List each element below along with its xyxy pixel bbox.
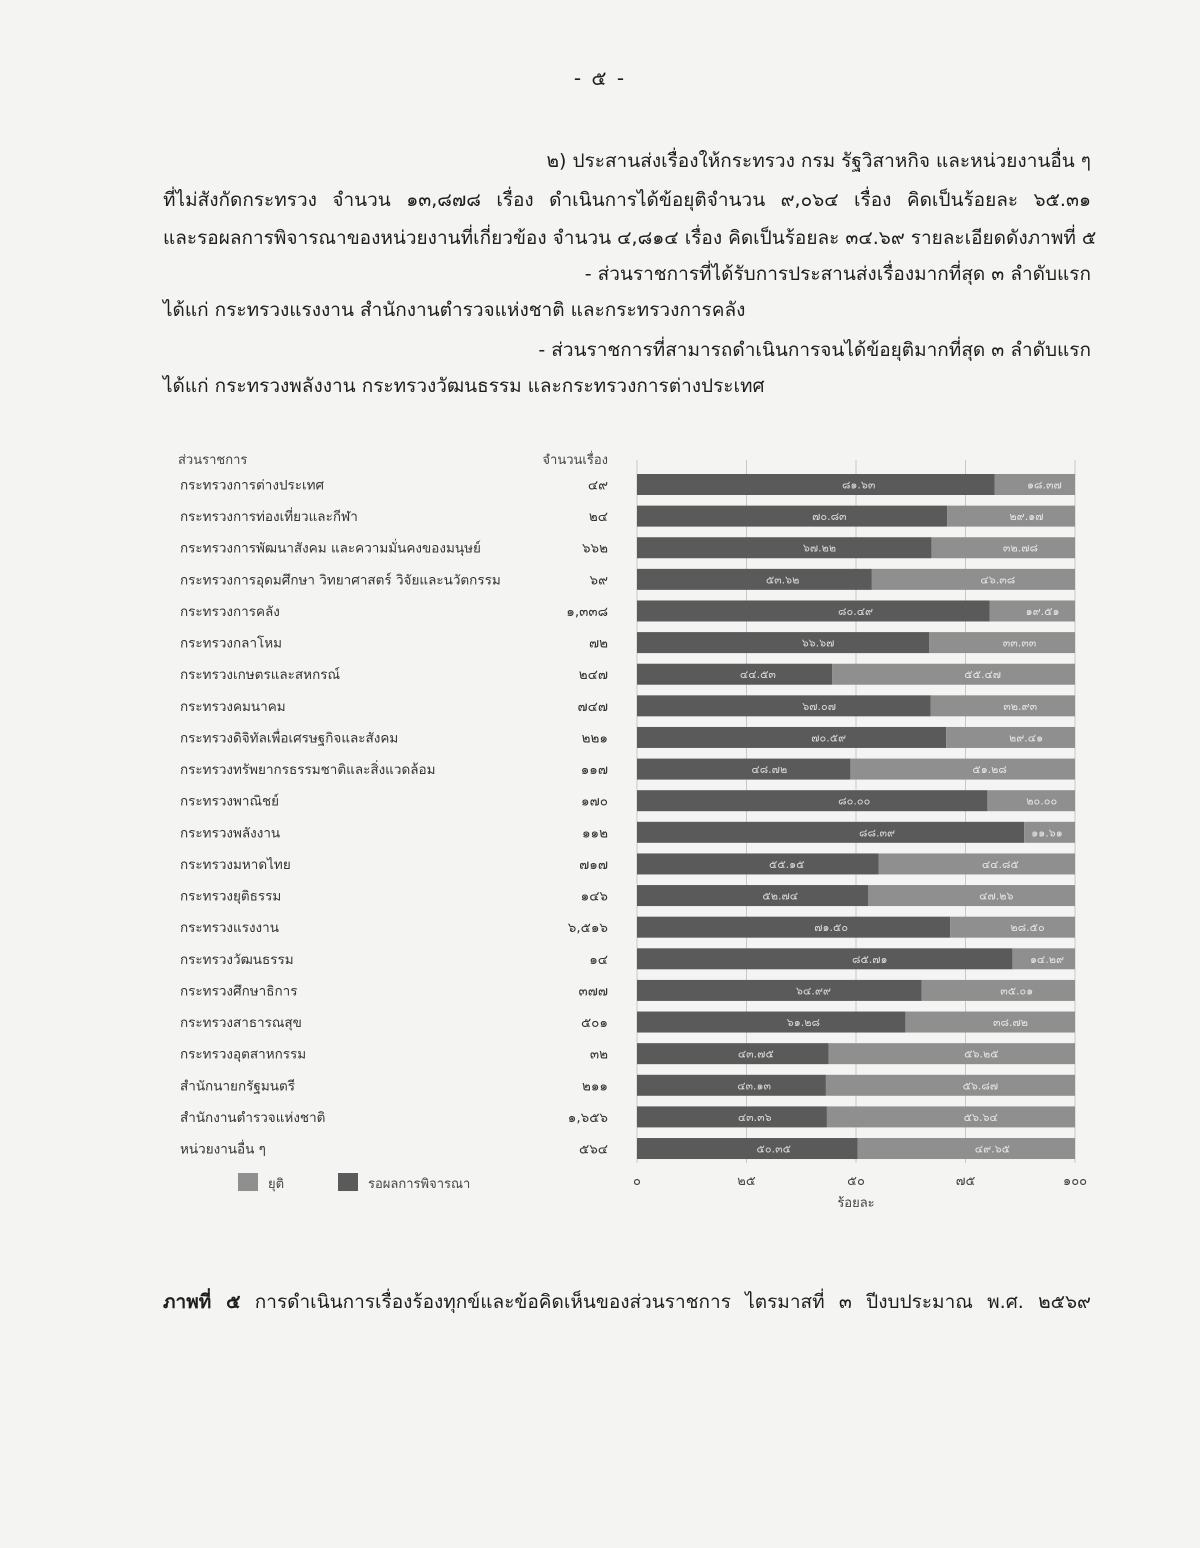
bar-resolved-label: ๗๑.๕๐ (814, 921, 849, 935)
agency-count: ๑๑๗ (580, 762, 608, 779)
x-tick-label: ๑๐๐ (1062, 1174, 1088, 1190)
bar-pending-label: ๒๙.๑๗ (1009, 510, 1044, 524)
agency-count: ๑๑๒ (581, 825, 608, 842)
agency-count: ๑๔ (589, 951, 608, 968)
bar-pending (922, 980, 1075, 1001)
bar-pending-label: ๔๙.๖๕ (974, 1142, 1010, 1156)
bar-resolved (637, 1106, 827, 1127)
agency-count: ๑,๓๓๘ (566, 603, 608, 620)
paragraph-line-6: - ส่วนราชการที่สามารถดำเนินการจนได้ข้อยุติมากที่สุด ๓ ลำดับแรก (538, 339, 1091, 361)
agency-label: กระทรวงการท่องเที่ยวและกีฬา (180, 509, 358, 526)
page-number: - ๕ - (573, 66, 627, 90)
agency-count: ๑๔๖ (580, 888, 608, 905)
bar-pending-label: ๑๘.๓๗ (1027, 478, 1062, 492)
caption-label: ภาพที่ ๕ (163, 1291, 241, 1313)
bar-resolved (637, 569, 872, 590)
bar-pending-label: ๕๖.๘๗ (962, 1079, 999, 1093)
bar-resolved (637, 759, 850, 780)
paragraph-line-7: ได้แก่ กระทรวงพลังงาน กระทรวงวัฒนธรรม และกระทรวงการต่างประเทศ (163, 375, 765, 397)
bar-resolved-label: ๕๕.๑๕ (769, 857, 805, 871)
column-header-count: จำนวนเรื่อง (542, 453, 608, 468)
x-tick-label: ๗๕ (955, 1174, 976, 1190)
bar-pending (905, 1012, 1075, 1033)
agency-count: ๖๖๒ (581, 540, 608, 557)
agency-label: สำนักงานตำรวจแห่งชาติ (180, 1109, 326, 1126)
agency-count: ๗๒ (588, 635, 608, 652)
legend-label-pending: รอผลการพิจารณา (368, 1177, 471, 1193)
bar-pending-label: ๒๙.๔๑ (1008, 731, 1044, 745)
bar-resolved (637, 1075, 826, 1096)
bar-resolved-label: ๔๓.๑๓ (737, 1079, 772, 1093)
bar-resolved (637, 917, 950, 938)
agency-count: ๓๒ (589, 1046, 608, 1063)
agency-count: ๓๗๗ (578, 983, 608, 1000)
paragraph-line-5: ได้แก่ กระทรวงแรงงาน สำนักงานตำรวจแห่งชาติ และกระทรวงการคลัง (163, 299, 746, 321)
legend-label-resolved: ยุติ (268, 1177, 285, 1193)
bar-resolved (637, 790, 987, 811)
bar-pending-label: ๕๖.๒๕ (964, 1047, 999, 1061)
bar-resolved-label: ๖๔.๙๙ (796, 984, 831, 998)
agency-label: กระทรวงทรัพยากรธรรมชาติและสิ่งแวดล้อม (180, 762, 436, 779)
agency-label: กระทรวงวัฒนธรรม (180, 951, 294, 968)
bar-resolved-label: ๖๖.๖๗ (801, 636, 835, 650)
bar-resolved-label: ๖๗.๒๒ (802, 541, 837, 555)
x-tick-label: ๐ (633, 1174, 641, 1190)
bar-resolved-label: ๕๓.๖๒ (765, 573, 800, 587)
agency-count: ๑,๖๕๖ (567, 1109, 608, 1126)
agency-label: กระทรวงพาณิชย์ (180, 793, 280, 810)
bar-pending (829, 1043, 1075, 1064)
agency-label: กระทรวงการคลัง (180, 603, 280, 620)
agency-count: ๒๑๑ (581, 1078, 608, 1095)
bar-resolved-label: ๔๘.๗๒ (751, 763, 788, 777)
bar-pending-label: ๓๒.๙๓ (1003, 699, 1038, 713)
agency-label: กระทรวงการต่างประเทศ (180, 477, 325, 494)
bar-pending (826, 1075, 1075, 1096)
bar-resolved (637, 948, 1012, 969)
bar-pending (850, 759, 1075, 780)
agency-label: กระทรวงเกษตรและสหกรณ์ (180, 667, 341, 684)
x-axis-label: ร้อยละ (837, 1196, 875, 1212)
bar-pending-label: ๓๘.๗๒ (993, 1016, 1029, 1030)
agency-label: กระทรวงการอุดมศึกษา วิทยาศาสตร์ วิจัยและนวัตกรรม (180, 572, 501, 589)
bar-resolved (637, 600, 990, 621)
agency-label: กระทรวงสาธารณสุข (180, 1015, 302, 1032)
bar-pending (868, 885, 1075, 906)
bar-resolved (637, 695, 931, 716)
bar-pending (872, 569, 1075, 590)
legend-swatch-resolved (238, 1173, 258, 1191)
bar-resolved-label: ๗๐.๕๙ (811, 731, 847, 745)
agency-label: กระทรวงแรงงาน (180, 920, 279, 937)
paragraph-line-1: ๒) ประสานส่งเรื่องให้กระทรวง กรม รัฐวิสาหกิจ และหน่วยงานอื่น ๆ (546, 150, 1091, 172)
agency-count: ๖,๕๑๖ (567, 920, 608, 937)
bar-resolved (637, 885, 868, 906)
legend-swatch-pending (338, 1173, 358, 1191)
bar-pending (858, 1138, 1075, 1159)
agency-label: กระทรวงมหาดไทย (180, 856, 291, 873)
x-tick-label: ๕๐ (847, 1174, 865, 1190)
agency-count: ๗๑๗ (579, 856, 608, 873)
paragraph-line-2: ที่ไม่สังกัดกระทรวง จำนวน ๑๓,๘๗๘ เรื่อง ดำเนินการได้ข้อยุติจำนวน ๙,๐๖๔ เรื่อง คิดเป็นร้อยละ ๖๕.๓๑ (163, 189, 1091, 211)
bar-pending-label: ๓๕.๐๑ (1000, 984, 1034, 998)
bar-resolved (637, 980, 922, 1001)
bar-resolved (637, 506, 947, 527)
bar-pending-label: ๒๘.๕๐ (1010, 921, 1045, 935)
agency-count: ๖๙ (589, 572, 608, 589)
bar-pending-label: ๕๑.๒๘ (972, 763, 1007, 777)
bar-resolved (637, 474, 995, 495)
bar-pending-label: ๕๖.๖๔ (963, 1110, 998, 1124)
bar-pending (832, 664, 1075, 685)
bar-pending-label: ๒๐.๐๐ (1026, 794, 1058, 808)
bar-resolved-label: ๔๓.๗๕ (737, 1047, 774, 1061)
bar-resolved-label: ๘๘.๓๙ (859, 826, 896, 840)
bar-resolved (637, 853, 879, 874)
agency-label: หน่วยงานอื่น ๆ (180, 1141, 266, 1158)
bar-resolved (637, 822, 1024, 843)
bar-resolved-label: ๘๕.๗๑ (851, 952, 888, 966)
bar-resolved (637, 727, 946, 748)
agency-label: สำนักนายกรัฐมนตรี (180, 1078, 295, 1095)
bar-resolved-label: ๘๐.๐๐ (838, 794, 871, 808)
agency-label: กระทรวงยุติธรรม (180, 888, 282, 905)
bar-pending (879, 853, 1075, 874)
agency-count: ๗๔๗ (577, 698, 608, 715)
agency-count: ๔๙ (587, 477, 608, 494)
bar-resolved-label: ๔๔.๕๓ (739, 668, 776, 682)
agency-label: กระทรวงดิจิทัลเพื่อเศรษฐกิจและสังคม (180, 730, 399, 747)
figure-caption (163, 1290, 1091, 1314)
bar-resolved (637, 632, 929, 653)
agency-count: ๒๔ (588, 509, 608, 526)
bar-resolved-label: ๖๗.๐๗ (802, 699, 837, 713)
bar-pending-label: ๔๔.๘๕ (981, 857, 1019, 871)
bar-resolved (637, 537, 931, 558)
chart-legend (238, 1173, 470, 1192)
paragraph-line-4: - ส่วนราชการที่ได้รับการประสานส่งเรื่องมากที่สุด ๓ ลำดับแรก (584, 263, 1091, 285)
bar-resolved-label: ๔๓.๓๖ (737, 1110, 772, 1124)
bar-resolved-label: ๕๒.๗๔ (762, 889, 799, 903)
agency-label: กระทรวงกลาโหม (180, 635, 283, 652)
bar-pending-label: ๑๔.๒๙ (1029, 952, 1065, 966)
agency-count: ๑๗๐ (581, 793, 608, 810)
agency-label: กระทรวงการพัฒนาสังคม และความมั่นคงของมนุษย์ (180, 540, 481, 557)
agency-count: ๒๔๗ (578, 667, 608, 684)
bar-pending-label: ๔๖.๓๘ (980, 573, 1016, 587)
bar-resolved-label: ๗๐.๘๓ (812, 510, 847, 524)
bar-resolved (637, 1043, 829, 1064)
bar-resolved-label: ๕๐.๓๕ (756, 1142, 791, 1156)
agency-count: ๕๖๔ (578, 1141, 608, 1158)
bar-resolved (637, 664, 832, 685)
agency-label: กระทรวงอุตสาหกรรม (180, 1046, 307, 1063)
agency-label: กระทรวงคมนาคม (180, 698, 286, 715)
agency-count: ๒๒๑ (581, 730, 608, 747)
bar-pending (827, 1106, 1075, 1127)
agency-count: ๕๐๑ (580, 1015, 608, 1032)
bar-pending-label: ๔๗.๒๖ (979, 889, 1014, 903)
caption-text: การดำเนินการเรื่องร้องทุกข์และข้อคิดเห็นของส่วนราชการ ไตรมาสที่ ๓ ปีงบประมาณ พ.ศ. ๒๕๖๙ (240, 1291, 1091, 1313)
bar-resolved-label: ๘๑.๖๓ (841, 478, 876, 492)
bar-resolved (637, 1012, 905, 1033)
bar-pending-label: ๑๙.๕๑ (1025, 604, 1060, 618)
paragraph-line-3: และรอผลการพิจารณาของหน่วยงานที่เกี่ยวข้อง จำนวน ๔,๘๑๔ เรื่อง คิดเป็นร้อยละ ๓๔.๖๙ รายละเอียดดังภาพที่ ๕ (163, 227, 1097, 249)
agency-label: กระทรวงพลังงาน (180, 825, 281, 842)
column-header-agency: ส่วนราชการ (178, 453, 248, 468)
bar-pending-label: ๓๓.๓๓ (1002, 636, 1037, 650)
bar-pending-label: ๓๒.๗๘ (1002, 541, 1038, 555)
bar-resolved-label: ๘๐.๔๙ (838, 604, 874, 618)
bar-pending-label: ๕๕.๔๗ (964, 668, 1002, 682)
x-tick-label: ๒๕ (737, 1174, 756, 1190)
agency-label: กระทรวงศึกษาธิการ (180, 983, 298, 1000)
bar-resolved (637, 1138, 858, 1159)
bar-resolved-label: ๖๑.๒๘ (786, 1016, 821, 1030)
bar-pending-label: ๑๑.๖๑ (1031, 826, 1063, 840)
